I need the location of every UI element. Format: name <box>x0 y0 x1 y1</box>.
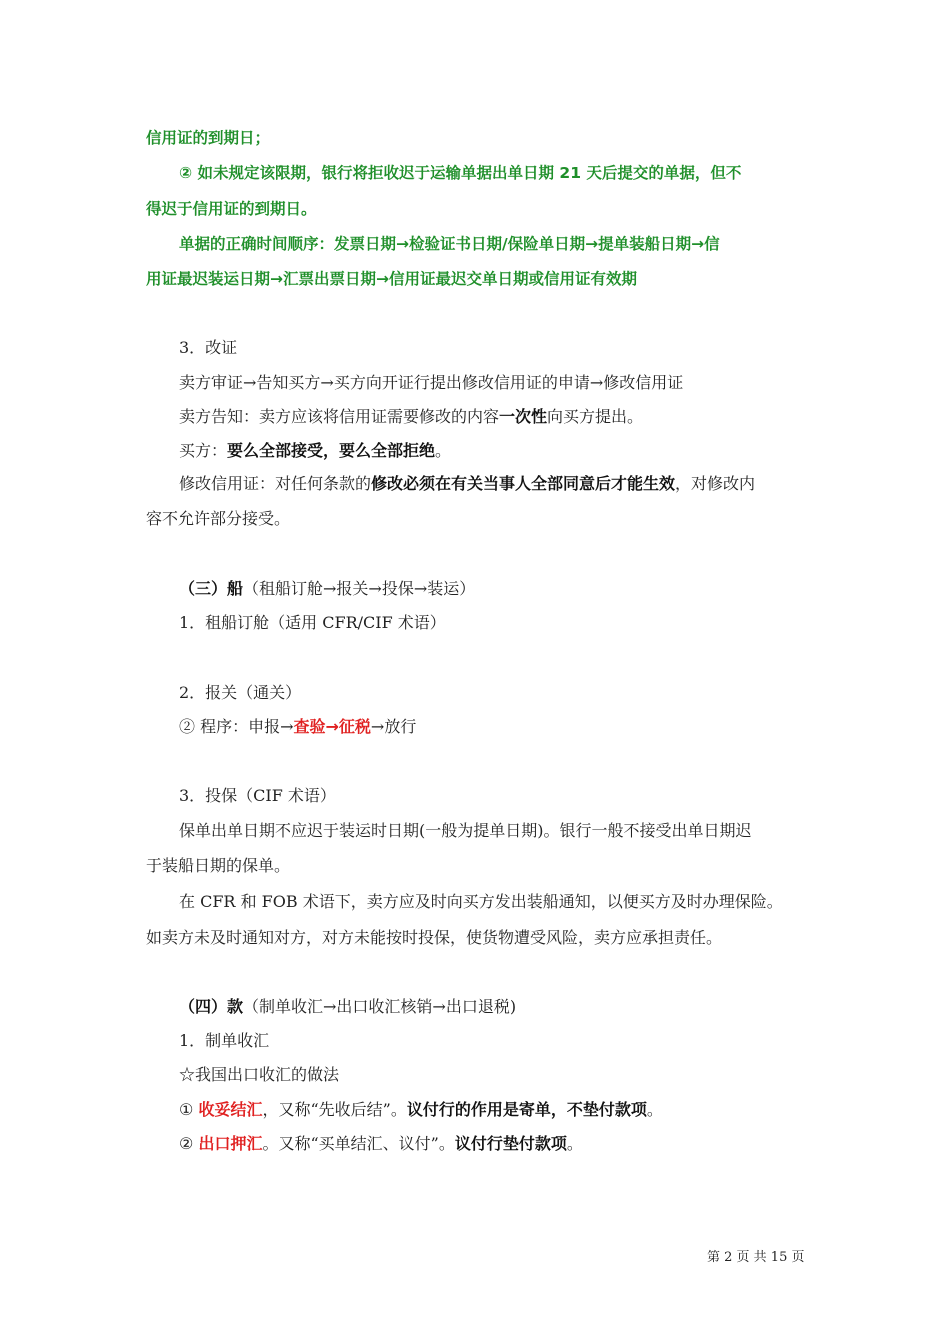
text-span: （制单收汇→出口收汇核销→出口退税) <box>243 997 517 1016</box>
text-line: 1．租船订舱（适用 CFR/CIF 术语） <box>179 613 446 632</box>
text-line: 信用证的到期日； <box>146 129 271 147</box>
red-text: 收妥结汇 <box>198 1100 263 1119</box>
text-span: 。 <box>566 1134 583 1153</box>
text-line: 于装船日期的保单。 <box>146 856 291 875</box>
text-line <box>179 406 643 428</box>
bold-text: （四）款 <box>179 997 244 1016</box>
text-span: 修改信用证：对任何条款的 <box>179 474 372 493</box>
text-line: ② 如未规定该限期，银行将拒收迟于运输单据出单日期 21 天后提交的单据，但不 <box>179 164 742 182</box>
text-line <box>179 440 451 462</box>
text-line: 在 CFR 和 FOB 术语下，卖方应及时向买方发出装船通知，以便买方及时办理保险。 <box>179 892 783 911</box>
bold-text: 要么全部接受，要么全部拒绝 <box>227 441 436 460</box>
section-heading: 3．改证 <box>179 338 238 357</box>
text-line <box>179 716 416 738</box>
text-line: 容不允许部分接受。 <box>146 509 291 528</box>
bold-text: 一次性 <box>499 407 548 426</box>
text-span: ② 程序：申报→ <box>179 717 294 736</box>
text-span: →放行 <box>370 717 417 736</box>
text-line: 用证最迟装运日期→汇票出票日期→信用证最迟交单日期或信用证有效期 <box>146 270 637 288</box>
bold-text: 议付行垫付款项 <box>454 1134 567 1153</box>
text-span: 。又称“买单结汇、议付”。 <box>262 1134 455 1153</box>
text-line <box>179 473 755 495</box>
text-span: 。 <box>646 1100 663 1119</box>
text-span: ，又称“先收后结”。 <box>262 1100 407 1119</box>
text-line: ☆我国出口收汇的做法 <box>179 1065 340 1084</box>
text-span: 向买方提出。 <box>547 407 644 426</box>
text-line: 3．投保（CIF 术语） <box>179 786 336 805</box>
page-footer: 第 2 页 共 15 页 <box>707 1250 805 1265</box>
section-heading <box>179 996 516 1018</box>
text-span: 买方： <box>179 441 228 460</box>
text-line <box>179 1099 663 1121</box>
red-text: 查验→征税 <box>293 717 371 736</box>
text-line: 单据的正确时间顺序：发票日期→检验证书日期/保险单日期→提单装船日期→信 <box>179 235 720 253</box>
bold-text: 议付行的作用是寄单，不垫付款项 <box>406 1100 647 1119</box>
text-line: 1．制单收汇 <box>179 1031 270 1050</box>
text-span: 卖方告知：卖方应该将信用证需要修改的内容 <box>179 407 500 426</box>
text-span: 。 <box>435 441 452 460</box>
text-line: 卖方审证→告知买方→买方向开证行提出修改信用证的申请→修改信用证 <box>179 373 684 392</box>
text-span: （租船订舱→报关→投保→装运） <box>243 579 476 598</box>
section-heading <box>179 578 475 600</box>
text-line: 2．报关（通关） <box>179 683 302 702</box>
text-line <box>179 1133 583 1155</box>
text-line: 如卖方未及时通知对方，对方未能按时投保，使货物遭受风险，卖方应承担责任。 <box>146 928 723 947</box>
red-text: 出口押汇 <box>198 1134 263 1153</box>
text-line: 保单出单日期不应迟于装运时日期(一般为提单日期)。银行一般不接受出单日期迟 <box>179 821 752 840</box>
text-span: ，对修改内 <box>675 474 756 493</box>
bold-text: （三）船 <box>179 579 244 598</box>
text-span: ① <box>179 1100 199 1119</box>
text-span: ② <box>179 1134 199 1153</box>
bold-text: 修改必须在有关当事人全部同意后才能生效 <box>371 474 676 493</box>
text-line: 得迟于信用证的到期日。 <box>146 200 317 218</box>
